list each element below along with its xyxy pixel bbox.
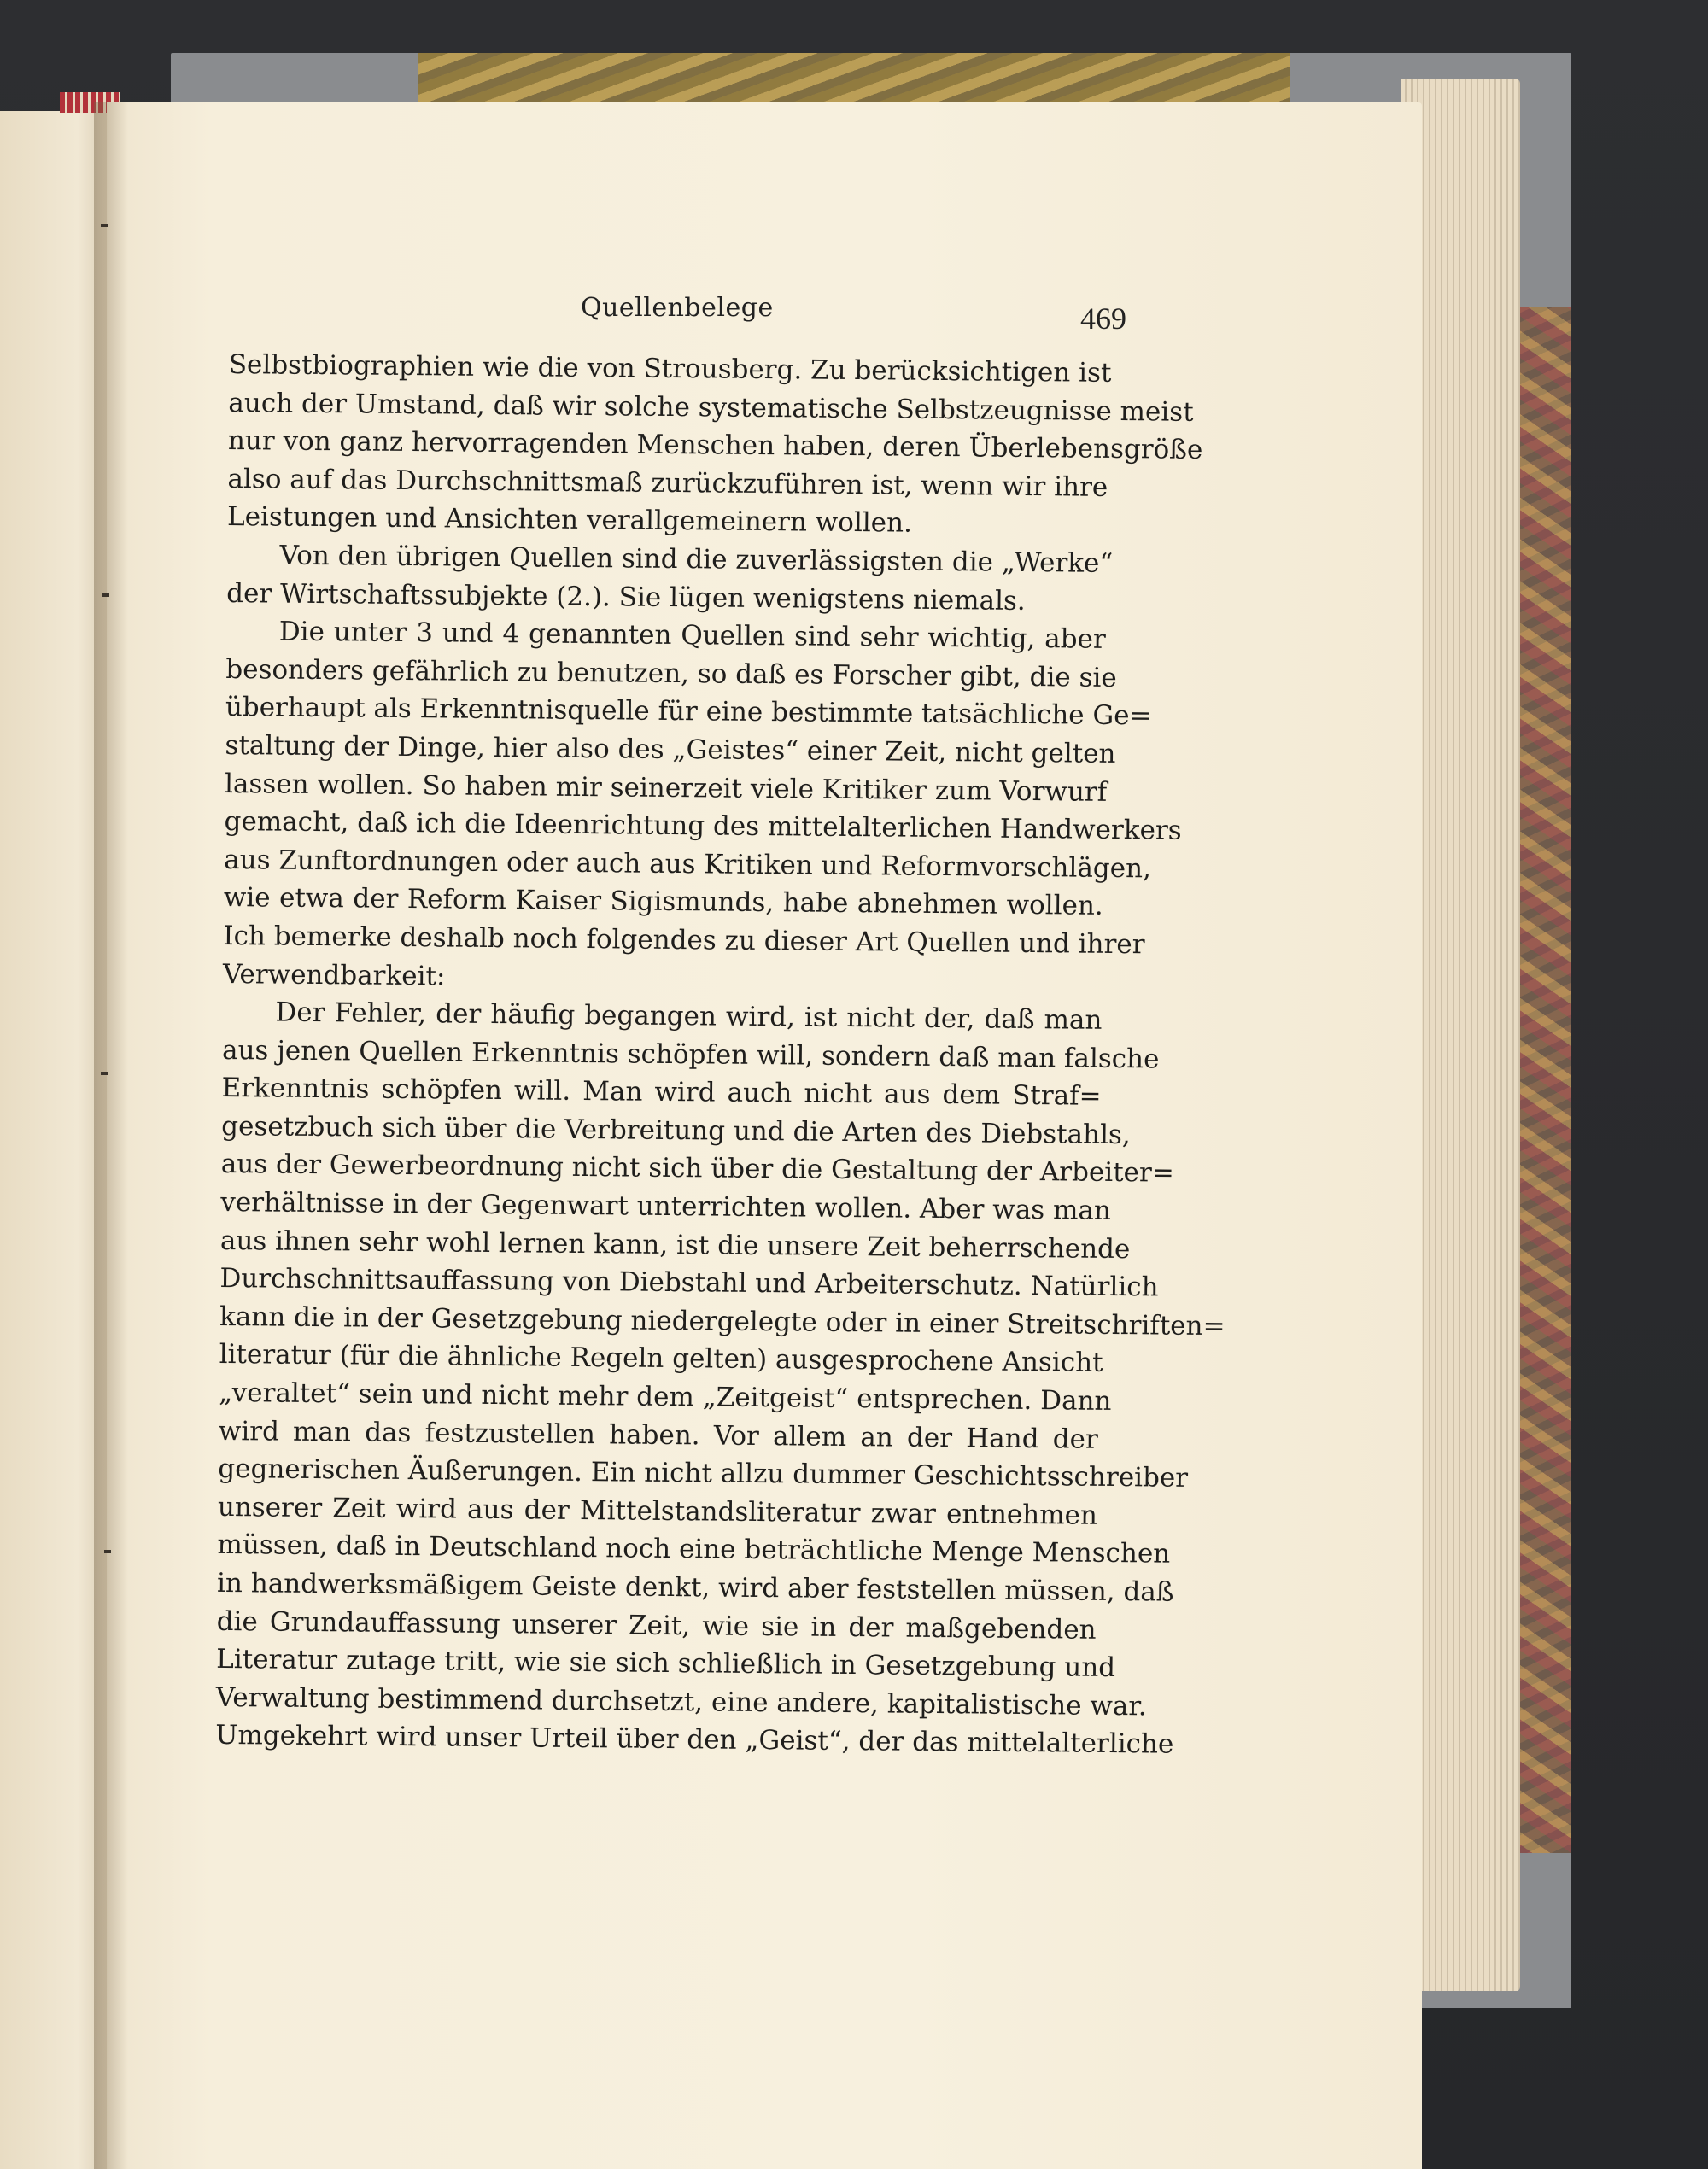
body-text [215, 346, 1225, 1763]
text-line: Literatur zutage tritt, wie sie sich schließlich in Gesetzgebung und [216, 1644, 1116, 1684]
text-line: Leistungen und Ansichten verallgemeinern wollen. [226, 501, 913, 540]
text-line: wird man das festzustellen haben. Vor allem an der Hand der [218, 1415, 1098, 1455]
running-head: Quellenbelege [581, 293, 774, 323]
paragraph [222, 612, 1182, 1002]
text-line: gegnerischen Äußerungen. Ein nicht allzu dummer Geschichtsschreiber [218, 1453, 1189, 1494]
text-line: müssen, daß in Deutschland noch eine beträchtliche Menge Menschen [217, 1529, 1171, 1570]
text-line: Verwaltung bestimmend durchsetzt, eine andere, kapitalistische war. [215, 1681, 1147, 1722]
text-line: aus ihnen sehr wohl lernen kann, ist die unsere Zeit beherrschende [219, 1225, 1131, 1265]
text-line: unserer Zeit wird aus der Mittelstandsliteratur zwar entnehmen [217, 1491, 1098, 1531]
marbled-cover-paper [1512, 307, 1571, 1853]
text-line: lassen wollen. So haben mir seinerzeit viele Kritiker zum Vorwurf [224, 768, 1108, 808]
text-line: „veraltet“ sein und nicht mehr dem „Zeitgeist“ entsprechen. Dann [219, 1377, 1112, 1418]
text-line: überhaupt als Erkenntnisquelle für eine bestimmte tatsächliche Ge= [225, 692, 1152, 732]
text-line: Der Fehler, der häufig begangen wird, ist nicht der, daß man [275, 997, 1103, 1036]
text-line: Selbstbiographien wie die von Strousberg. Zu berücksichtigen ist [228, 348, 1112, 389]
text-line: besonders gefährlich zu benutzen, so daß es Forscher gibt, die sie [225, 653, 1117, 693]
text-line: staltung der Dinge, hier also des „Geistes“ einer Zeit, nicht gelten [225, 729, 1116, 769]
text-line: verhältnisse in der Gegenwart unterrichten wollen. Aber was man [220, 1187, 1112, 1227]
text-line: auch der Umstand, daß wir solche systematische Selbstzeugnisse meist [228, 387, 1194, 428]
text-line: Erkenntnis schöpfen will. Man wird auch nicht aus dem Straf= [221, 1073, 1102, 1113]
paragraph [215, 993, 1225, 1763]
text-line: gesetzbuch sich über die Verbreitung und die Arten des Diebstahls, [221, 1110, 1131, 1151]
paragraph [226, 536, 1114, 621]
text-line: die Grundauffassung unserer Zeit, wie sie in der maßgebenden [216, 1605, 1097, 1646]
marbled-edge-top [418, 53, 1290, 106]
text-line: Von den übrigen Quellen sind die zuverlässigsten die „Werke“ [279, 540, 1114, 579]
page-number: 469 [1080, 301, 1126, 336]
text-line: der Wirtschaftssubjekte (2.). Sie lügen wenigstens niemals. [226, 577, 1026, 617]
text-line: kann die in der Gesetzgebung niedergelegte oder in einer Streitschriften= [219, 1301, 1225, 1342]
text-line: aus jenen Quellen Erkenntnis schöpfen will, sondern daß man falsche [221, 1034, 1160, 1075]
text-line: aus der Gewerbeordnung nicht sich über die Gestaltung der Arbeiter= [220, 1149, 1174, 1190]
margin-mark [102, 593, 109, 597]
text-line: Umgekehrt wird unser Urteil über den „Geist“, der das mittelalterliche [215, 1720, 1174, 1761]
gutter-shadow [94, 102, 128, 2169]
margin-mark [104, 1550, 111, 1553]
text-line: nur von ganz hervorragenden Menschen haben, deren Überlebensgröße [227, 425, 1203, 466]
text-line: Ich bemerke deshalb noch folgendes zu dieser Art Quellen und ihrer [223, 920, 1145, 961]
text-line: also auf das Durchschnittsmaß zurückzuführen ist, wenn wir ihre [227, 463, 1108, 503]
text-line: Die unter 3 und 4 genannten Quellen sind sehr wichtig, aber [278, 616, 1106, 656]
text-line: aus Zunftordnungen oder auch aus Kritiken und Reformvorschlägen, [224, 844, 1152, 885]
text-line: gemacht, daß ich die Ideenrichtung des mittelalterlichen Handwerkers [224, 806, 1182, 846]
paragraph [226, 346, 1203, 545]
text-line: Durchschnittsauffassung von Diebstahl und Arbeiterschutz. Natürlich [219, 1263, 1159, 1303]
text-line: literatur (für die ähnliche Regeln gelten) ausgesprochene Ansicht [219, 1339, 1103, 1379]
margin-mark [101, 224, 108, 227]
text-line: wie etwa der Reform Kaiser Sigismunds, habe abnehmen wollen. [223, 882, 1103, 922]
text-line: Verwendbarkeit: [222, 958, 446, 991]
margin-mark [101, 1072, 108, 1075]
text-line: in handwerksmäßigem Geiste denkt, wird aber feststellen müssen, daß [216, 1567, 1174, 1608]
